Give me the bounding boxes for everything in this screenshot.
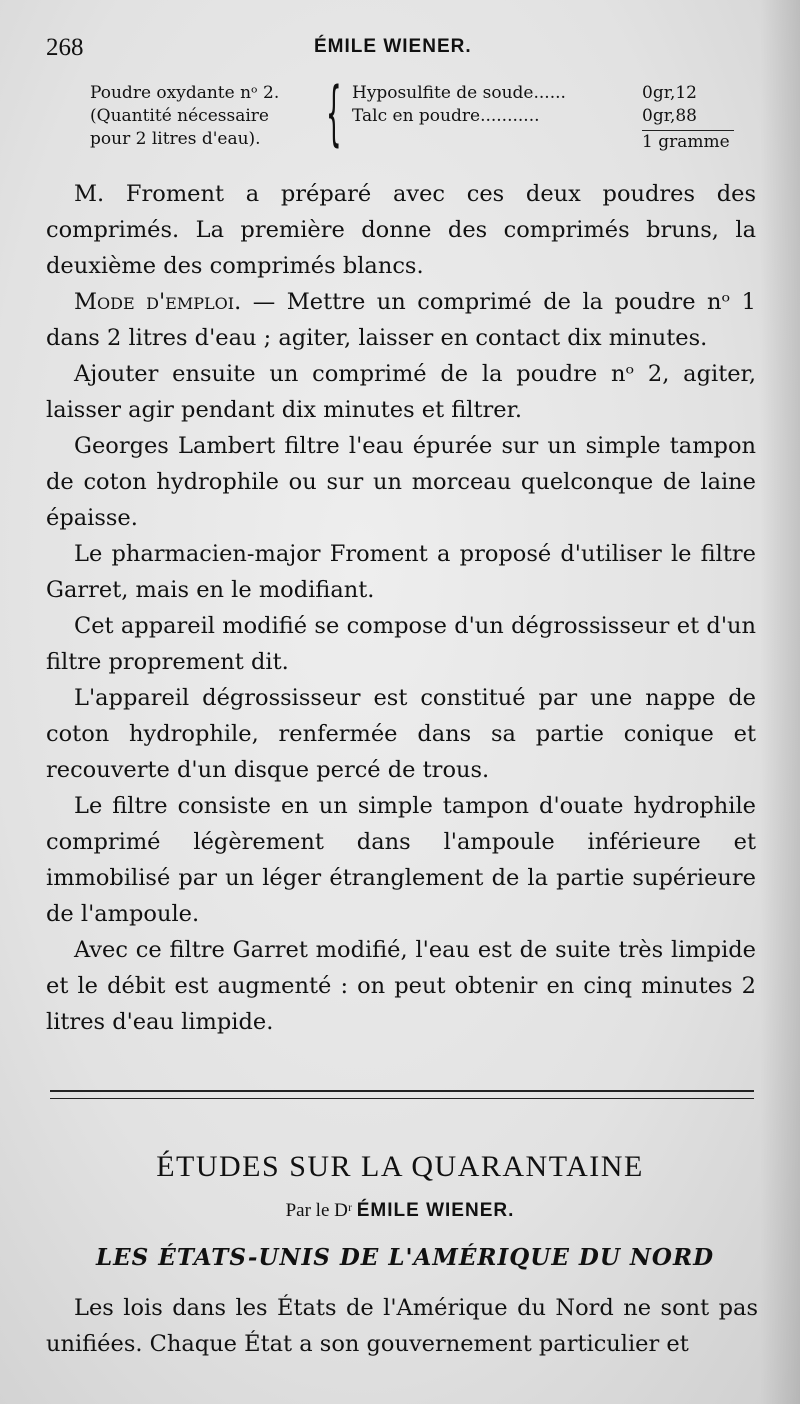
body-text: [46, 176, 756, 1040]
formula-label-line: pour 2 litres d'eau).: [90, 129, 261, 149]
paragraph: Le filtre consiste en un simple tampon d'ouate hydrophile comprimé légèrement dans l'ampoule inférieure et immobilisé par un léger étranglement de la partie supérieure de l'ampoule.: [46, 793, 756, 927]
mode-emploi-text: — Mettre un comprimé de la poudre nᵒ 1 dans 2 litres d'eau ; agiter, laisser en contact dix minutes.: [46, 289, 756, 351]
quantity-total: 1 gramme: [642, 132, 730, 152]
page-number: 268: [46, 34, 84, 61]
paragraph: Avec ce filtre Garret modifié, l'eau est de suite très limpide et le débit est augmenté : on peut obtenir en cinq minutes 2 litres d'eau limpide.: [46, 937, 756, 1035]
ingredient-line: Hyposulfite de soude......: [352, 83, 566, 103]
byline: [0, 1200, 800, 1222]
formula-label-line: (Quantité nécessaire: [90, 106, 269, 126]
paragraph: Les lois dans les États de l'Amérique du Nord ne sont pas unifiées. Chaque État a son gouvernement particulier et: [46, 1295, 758, 1357]
formula-quantities: [642, 82, 742, 154]
paragraph-mode-emploi: [46, 284, 756, 356]
section-divider: [50, 1090, 754, 1099]
byline-author: ÉMILE WIENER.: [356, 1200, 515, 1221]
paragraph: Georges Lambert filtre l'eau épurée sur un simple tampon de coton hydrophile ou sur un morceau quelconque de laine épaisse.: [46, 433, 756, 531]
section-body: [46, 1290, 758, 1362]
quantity-value: 0gr,12: [642, 83, 697, 103]
section-title: ÉTUDES SUR LA QUARANTAINE: [156, 1150, 644, 1183]
brace-icon: {: [326, 72, 342, 154]
quantity-value: 0gr,88: [642, 106, 697, 126]
paragraph: Le pharmacien-major Froment a proposé d'utiliser le filtre Garret, mais en le modifiant.: [46, 541, 756, 603]
section-subtitle: LES ÉTATS-UNIS DE L'AMÉRIQUE DU NORD: [95, 1244, 715, 1271]
paragraph: L'appareil dégrossisseur est constitué par une nappe de coton hydrophile, renfermée dans sa partie conique et recouverte d'un disque percé de trous.: [46, 685, 756, 783]
page-edge-shadow: [760, 0, 800, 1404]
divider-rule: [50, 1090, 754, 1092]
paragraph: Ajouter ensuite un comprimé de la poudre nᵒ 2, agiter, laisser agir pendant dix minutes et filtrer.: [46, 361, 756, 423]
running-head: ÉMILE WIENER.: [314, 36, 472, 57]
paragraph: Cet appareil modifié se compose d'un dégrossisseur et d'un filtre proprement dit.: [46, 613, 756, 675]
paragraph: M. Froment a préparé avec ces deux poudres des comprimés. La première donne des comprimés bruns, la deuxième des comprimés blancs.: [46, 181, 756, 279]
formula-ingredients: [352, 82, 566, 128]
mode-emploi-label: Mode d'emploi.: [74, 289, 242, 315]
page-header: [46, 34, 754, 70]
byline-prefix: Par le Dʳ: [285, 1200, 357, 1221]
formula-label-line: Poudre oxydante nᵒ 2.: [90, 83, 280, 103]
divider-rule: [50, 1098, 754, 1099]
formula-label: [90, 82, 279, 151]
ingredient-line: Talc en poudre...........: [352, 106, 540, 126]
formula-block: [90, 72, 740, 162]
